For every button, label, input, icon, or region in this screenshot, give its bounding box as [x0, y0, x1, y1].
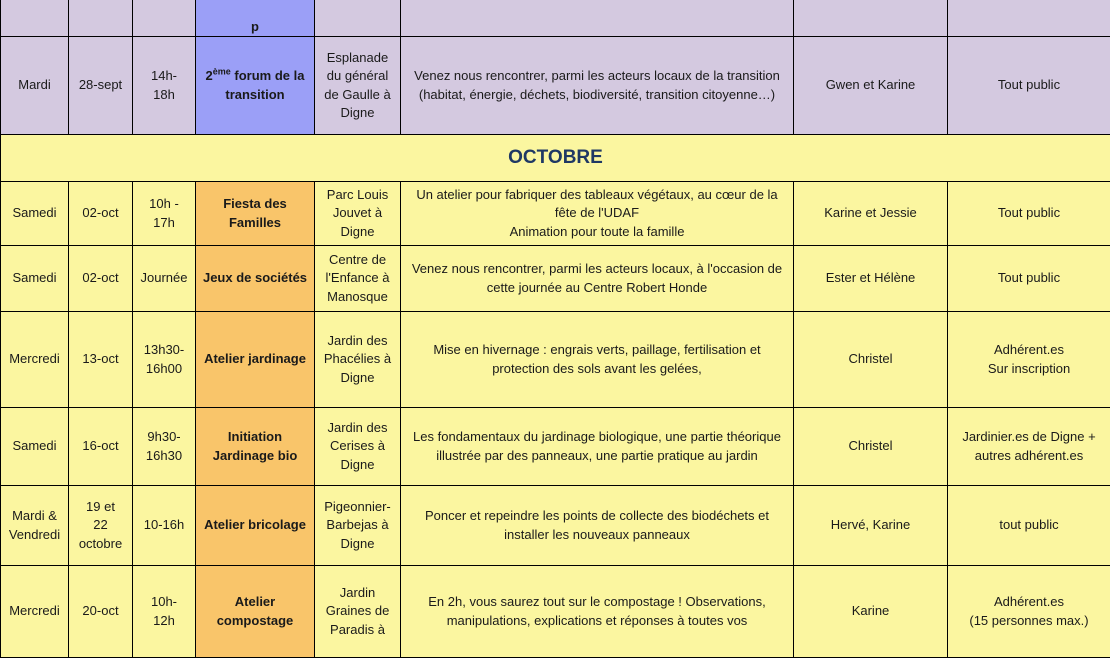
event-day: Mercredi — [1, 312, 69, 408]
event-day: Mercredi — [1, 566, 69, 658]
event-place: Parc Louis Jouvet à Digne — [315, 182, 401, 246]
event-place: Esplanade du général de Gaulle à Digne — [315, 37, 401, 135]
event-title: 2ème forum de la transition — [196, 37, 315, 135]
event-time: 10-16h — [133, 486, 196, 566]
event-time: 10h - 17h — [133, 182, 196, 246]
event-time: 10h- 12h — [133, 566, 196, 658]
event-description: Poncer et repeindre les points de collecte des biodéchets et installer les nouveaux panneaux — [401, 486, 794, 566]
event-description: Venez nous rencontrer, parmi les acteurs locaux, à l'occasion de cette journée au Centre Robert Honde — [401, 246, 794, 312]
event-description: Un atelier pour fabriquer des tableaux végétaux, au cœur de la fête de l'UDAF Animation pour toute la famille — [401, 182, 794, 246]
event-time: 13h30- 16h00 — [133, 312, 196, 408]
event-date: 19 et 22 octobre — [69, 486, 133, 566]
event-row — [1, 408, 1110, 486]
event-host: Christel — [794, 312, 948, 408]
partial-top-row — [1, 0, 1110, 37]
event-date: 02-oct — [69, 182, 133, 246]
event-host: Gwen et Karine — [794, 37, 948, 135]
event-audience: Adhérent.es (15 personnes max.) — [948, 566, 1110, 658]
month-header: OCTOBRE — [1, 135, 1110, 182]
event-row — [1, 182, 1110, 246]
event-host: Christel — [794, 408, 948, 486]
event-audience: Jardinier.es de Digne + autres adhérent.es — [948, 408, 1110, 486]
event-day: Samedi — [1, 408, 69, 486]
month-header-row — [1, 135, 1110, 182]
event-host: Ester et Hélène — [794, 246, 948, 312]
event-audience: Tout public — [948, 182, 1110, 246]
event-row — [1, 566, 1110, 658]
event-time: 14h- 18h — [133, 37, 196, 135]
event-audience: Tout public — [948, 37, 1110, 135]
event-date: 02-oct — [69, 246, 133, 312]
event-time: 9h30- 16h30 — [133, 408, 196, 486]
event-audience: Tout public — [948, 246, 1110, 312]
event-row — [1, 312, 1110, 408]
event-host: Hervé, Karine — [794, 486, 948, 566]
event-row — [1, 486, 1110, 566]
event-title: Atelier bricolage — [196, 486, 315, 566]
event-day: Samedi — [1, 182, 69, 246]
event-title: Initiation Jardinage bio — [196, 408, 315, 486]
event-date: 28-sept — [69, 37, 133, 135]
event-description: Venez nous rencontrer, parmi les acteurs locaux de la transition (habitat, énergie, déchets, biodiversité, transition citoyenne…) — [401, 37, 794, 135]
event-date: 20-oct — [69, 566, 133, 658]
event-description: En 2h, vous saurez tout sur le compostage ! Observations, manipulations, explications et réponses à toutes vos — [401, 566, 794, 658]
event-date: 13-oct — [69, 312, 133, 408]
event-place: Centre de l'Enfance à Manosque — [315, 246, 401, 312]
event-description: Les fondamentaux du jardinage biologique, une partie théorique illustrée par des panneaux, une partie pratique au jardin — [401, 408, 794, 486]
event-day: Mardi — [1, 37, 69, 135]
event-description: Mise en hivernage : engrais verts, paillage, fertilisation et protection des sols avant les gelées, — [401, 312, 794, 408]
event-host: Karine — [794, 566, 948, 658]
event-host: Karine et Jessie — [794, 182, 948, 246]
event-title: Jeux de sociétés — [196, 246, 315, 312]
event-place: Jardin des Phacélies à Digne — [315, 312, 401, 408]
event-time: Journée — [133, 246, 196, 312]
event-date: 16-oct — [69, 408, 133, 486]
event-title-fragment: p — [196, 0, 315, 37]
event-title: Atelier jardinage — [196, 312, 315, 408]
event-place: Jardin des Cerises à Digne — [315, 408, 401, 486]
event-audience: tout public — [948, 486, 1110, 566]
event-place: Pigeonnier-Barbejas à Digne — [315, 486, 401, 566]
event-day: Mardi & Vendredi — [1, 486, 69, 566]
event-title: Atelier compostage — [196, 566, 315, 658]
event-row-forum — [1, 37, 1110, 135]
event-day: Samedi — [1, 246, 69, 312]
event-place: Jardin Graines de Paradis à — [315, 566, 401, 658]
event-audience: Adhérent.es Sur inscription — [948, 312, 1110, 408]
event-row — [1, 246, 1110, 312]
event-title: Fiesta des Familles — [196, 182, 315, 246]
